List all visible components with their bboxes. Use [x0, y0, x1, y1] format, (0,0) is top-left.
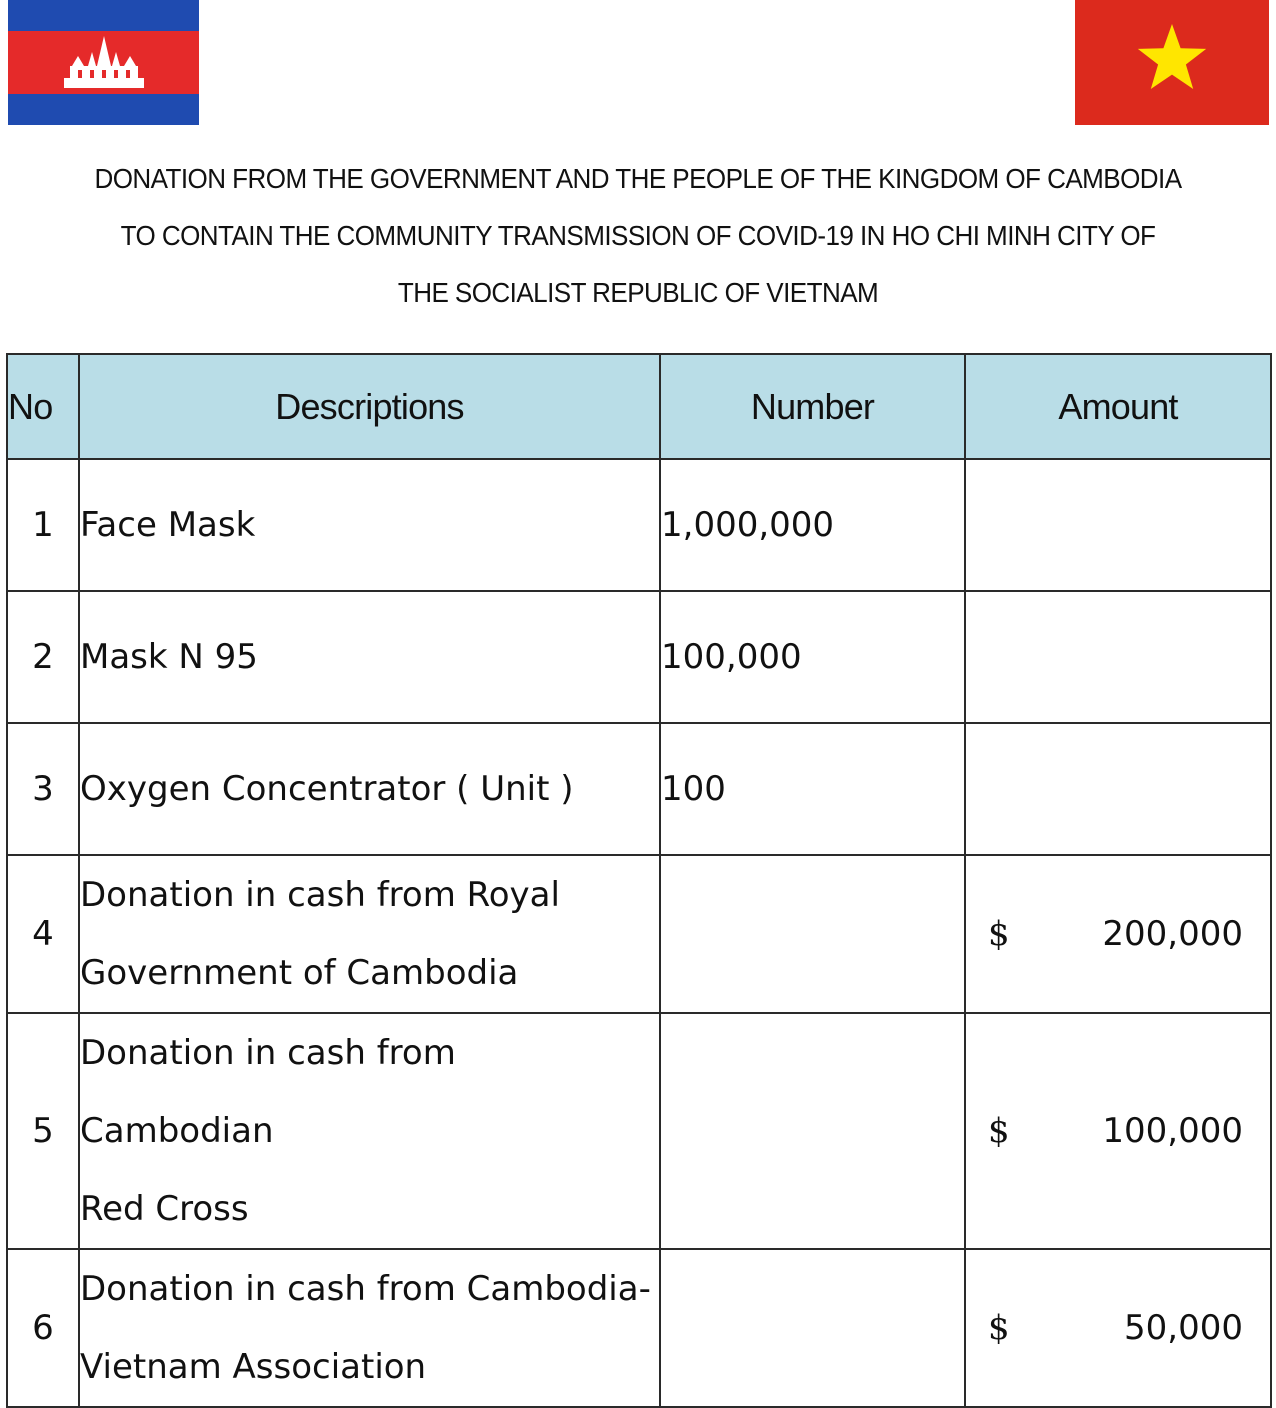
- donation-table: [6, 353, 1272, 1408]
- row-description: Oxygen Concentrator ( Unit ): [79, 723, 660, 855]
- row-quantity: 100,000: [660, 591, 965, 723]
- table-header-row: [7, 354, 1271, 459]
- row-description-line: Donation in cash from Royal: [80, 875, 560, 915]
- row-number: 2: [7, 591, 79, 723]
- row-number: 1: [7, 459, 79, 591]
- row-number: 6: [7, 1249, 79, 1407]
- cambodia-flag-icon: [8, 0, 199, 125]
- header-number: Number: [660, 354, 965, 459]
- row-description-line: Donation in cash from Cambodia-: [80, 1269, 651, 1309]
- vietnam-flag-icon: [1075, 0, 1269, 125]
- header-amount: Amount: [965, 354, 1271, 459]
- row-number: 3: [7, 723, 79, 855]
- header-descriptions: Descriptions: [79, 354, 660, 459]
- header-no: No: [7, 354, 79, 459]
- currency-symbol: $: [988, 914, 1010, 954]
- row-quantity: [660, 1249, 965, 1407]
- title-line: DONATION FROM THE GOVERNMENT AND THE PEOPLE OF THE KINGDOM OF CAMBODIA: [94, 163, 1182, 194]
- row-quantity: [660, 1013, 965, 1249]
- row-amount: [965, 459, 1271, 591]
- row-quantity: [660, 855, 965, 1013]
- row-amount: [965, 591, 1271, 723]
- row-number: 5: [7, 1013, 79, 1249]
- row-quantity: 100: [660, 723, 965, 855]
- table-row: [7, 591, 1271, 723]
- title-line: THE SOCIALIST REPUBLIC OF VIETNAM: [397, 277, 879, 308]
- table-row: [7, 723, 1271, 855]
- row-description: [79, 1249, 660, 1407]
- amount-value: 100,000: [1102, 1111, 1243, 1151]
- document-title: [45, 150, 1232, 321]
- table-row: [7, 855, 1271, 1013]
- row-description-line: Government of Cambodia: [80, 953, 519, 993]
- row-amount: [965, 723, 1271, 855]
- row-quantity: 1,000,000: [660, 459, 965, 591]
- row-amount: [965, 1249, 1271, 1407]
- table-row: [7, 459, 1271, 591]
- table-row: [7, 1249, 1271, 1407]
- row-description: Mask N 95: [79, 591, 660, 723]
- row-description-line: Red Cross: [80, 1189, 249, 1229]
- row-description-line: Vietnam Association: [80, 1347, 427, 1387]
- row-description: [79, 1013, 660, 1249]
- row-number: 4: [7, 855, 79, 1013]
- row-description: Face Mask: [79, 459, 660, 591]
- amount-value: 200,000: [1102, 914, 1243, 954]
- currency-symbol: $: [988, 1111, 1010, 1151]
- row-description: [79, 855, 660, 1013]
- row-amount: [965, 855, 1271, 1013]
- currency-symbol: $: [988, 1308, 1010, 1348]
- title-line: TO CONTAIN THE COMMUNITY TRANSMISSION OF COVID-19 IN HO CHI MINH CITY OF: [120, 220, 1156, 251]
- row-description-line: Donation in cash from Cambodian: [80, 1033, 456, 1151]
- table-row: [7, 1013, 1271, 1249]
- amount-value: 50,000: [1124, 1308, 1243, 1348]
- row-amount: [965, 1013, 1271, 1249]
